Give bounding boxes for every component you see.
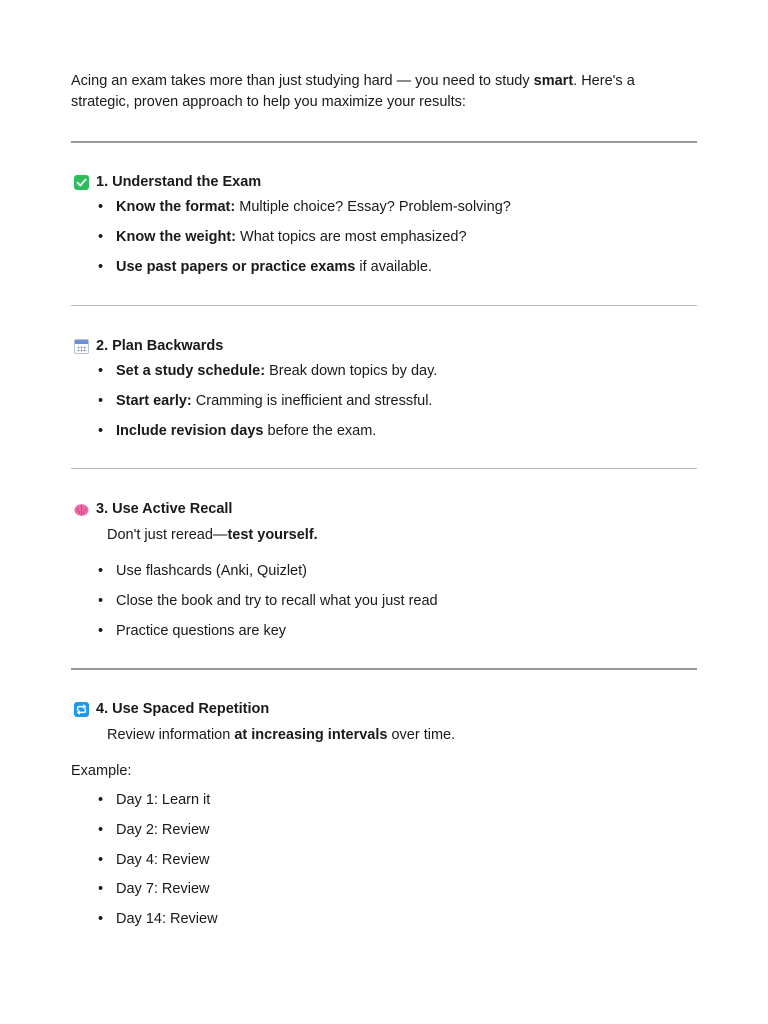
section-number: 4. [96,701,109,717]
section-title: Use Active Recall [112,501,233,517]
lead-bold: test yourself. [227,527,318,543]
lead-text-after: over time. [387,727,456,743]
list-item: • Use flashcards (Anki, Quizlet) [96,562,438,580]
section-1-list [96,198,511,287]
list-item-bold: Know the format: [116,199,236,215]
section-lead [107,726,455,744]
list-item: • Day 1: Learn it [96,791,218,809]
list-item: • Close the book and try to recall what you just read [96,592,438,610]
section-title: Understand the Exam [112,174,262,190]
list-item [96,228,511,246]
lead-text: Don't just reread— [107,527,228,543]
intro-paragraph [71,71,691,113]
list-item-bold: Use past papers or practice exams [116,258,356,275]
list-item-text: Multiple choice? Essay? Problem-solving? [235,199,511,215]
calendar-icon [74,339,89,354]
section-2-list [96,362,437,451]
list-item [96,258,511,276]
example-label: Example: [71,763,132,779]
lead-bold: at increasing intervals [234,727,388,743]
list-item: • Day 7: Review [96,880,218,898]
list-item-bold: Set a study schedule: [116,363,266,379]
section-number: 2. [96,338,109,354]
list-item-bold: Include revision days [116,422,264,439]
section-number: 1. [96,174,109,190]
divider [71,468,697,469]
list-item: • Day 4: Review [96,851,218,869]
section-title: Use Spaced Repetition [112,701,270,717]
brain-icon [74,502,89,517]
lead-text: Review information [107,727,235,743]
list-item [96,362,437,380]
list-item-text: before the exam. [263,422,377,439]
list-item-text: Break down topics by day. [265,363,438,379]
section-heading-plan-backwards [74,337,223,355]
section-number: 3. [96,501,109,517]
divider [71,141,697,143]
list-item [96,422,437,440]
check-mark-icon [74,175,89,190]
list-item-bold: Start early: [116,392,192,409]
section-title: Plan Backwards [112,338,224,354]
list-item: • Practice questions are key [96,622,438,640]
list-item-bold: Know the weight: [116,228,237,245]
section-lead [107,526,318,544]
section-4-list [96,791,218,940]
list-item [96,392,437,410]
section-heading-active-recall [74,500,232,518]
intro-bold: smart [533,73,574,89]
section-3-list [96,562,438,651]
divider [71,305,697,306]
list-item: • Day 2: Review [96,821,218,839]
section-heading-understand-exam [74,173,261,191]
list-item-text: What topics are most emphasized? [236,228,467,245]
divider [71,668,697,670]
list-item-text: if available. [355,258,432,275]
list-item-text: Cramming is inefficient and stressful. [191,392,433,409]
list-item: • Day 14: Review [96,910,218,928]
intro-text: Acing an exam takes more than just studying hard — you need to study [71,73,534,89]
intro-text-after: . Here's a strategic, proven approach to help you maximize your results: [71,73,635,110]
section-heading-spaced-repetition [74,700,269,718]
list-item [96,198,511,216]
repeat-icon [74,702,89,717]
